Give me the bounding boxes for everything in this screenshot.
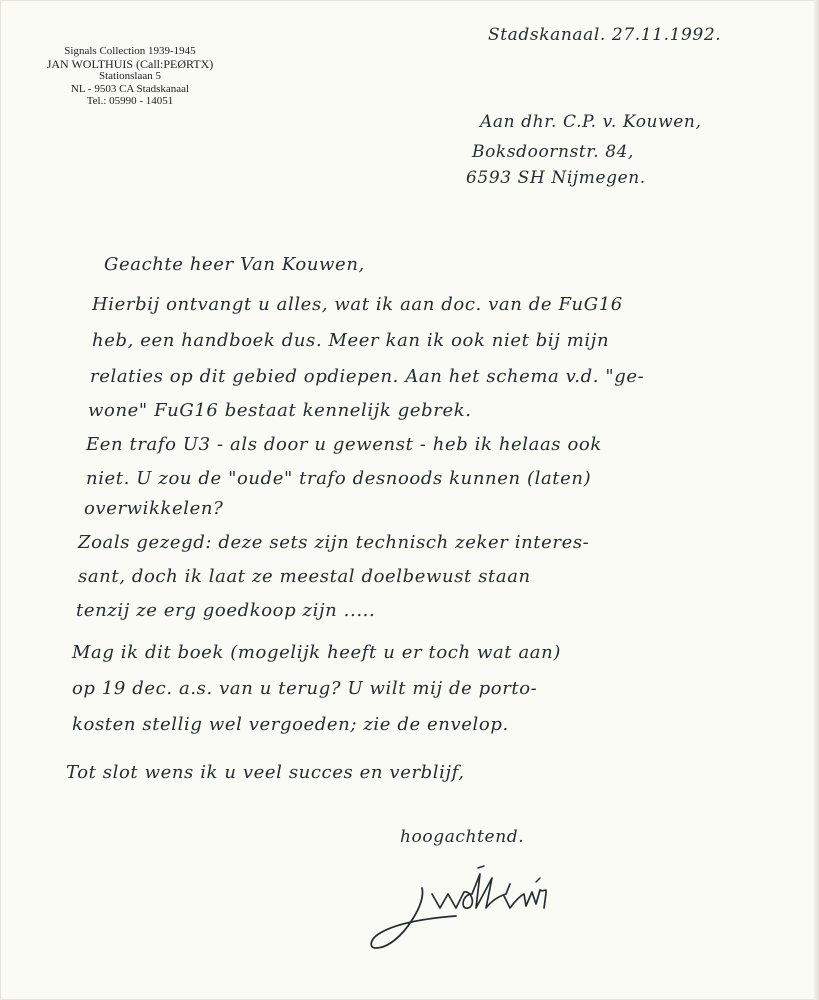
body-line: Mag ik dit boek (mogelijk heeft u er toch wat aan) (72, 642, 561, 663)
body-line: kosten stellig wel vergoeden; zie de envelop. (72, 714, 509, 735)
recipient-address-line: Boksdoornstr. 84, (472, 142, 635, 162)
salutation: Geachte heer Van Kouwen, (104, 254, 365, 275)
signoff: hoogachtend. (400, 827, 525, 847)
closing-line: Tot slot wens ik u veel succes en verblijf, (66, 762, 465, 783)
body-line: niet. U zou de "oude" trafo desnoods kunnen (laten) (86, 468, 592, 489)
body-line: relaties op dit gebied opdiepen. Aan het schema v.d. "ge- (90, 366, 645, 387)
body-line: sant, doch ik laat ze meestal doelbewust staan (78, 566, 531, 587)
letterhead-city: NL - 9503 CA Stadskanaal (70, 82, 190, 95)
body-line: Een trafo U3 - als door u gewenst - heb ik helaas ook (86, 434, 602, 455)
letterhead-street: Stationslaan 5 (98, 70, 162, 82)
body-line: tenzij ze erg goedkoop zijn ..... (76, 600, 376, 621)
letterhead (30, 45, 230, 108)
body-line: overwikkelen? (84, 498, 224, 519)
letter-date: Stadskanaal. 27.11.1992. (488, 25, 722, 45)
recipient-address-line: Aan dhr. C.P. v. Kouwen, (480, 112, 702, 132)
body-line: Hierbij ontvangt u alles, wat ik aan doc. van de FuG16 (92, 294, 623, 315)
letterhead-collection: Signals Collection 1939-1945 (64, 45, 196, 57)
body-line: op 19 dec. a.s. van u terug? U wilt mij de porto- (72, 678, 538, 699)
signature-icon (360, 860, 590, 960)
recipient-address-line: 6593 SH Nijmegen. (466, 168, 646, 188)
body-line: wone" FuG16 bestaat kennelijk gebrek. (88, 400, 472, 421)
letterhead-telephone: Tel.: 05990 - 14051 (86, 95, 174, 107)
letterhead-name: JAN WOLTHUIS (Call:PEØRTX) (46, 56, 214, 71)
body-line: Zoals gezegd: deze sets zijn technisch zeker interes- (78, 532, 590, 553)
body-line: heb, een handboek dus. Meer kan ik ook niet bij mijn (92, 330, 610, 351)
